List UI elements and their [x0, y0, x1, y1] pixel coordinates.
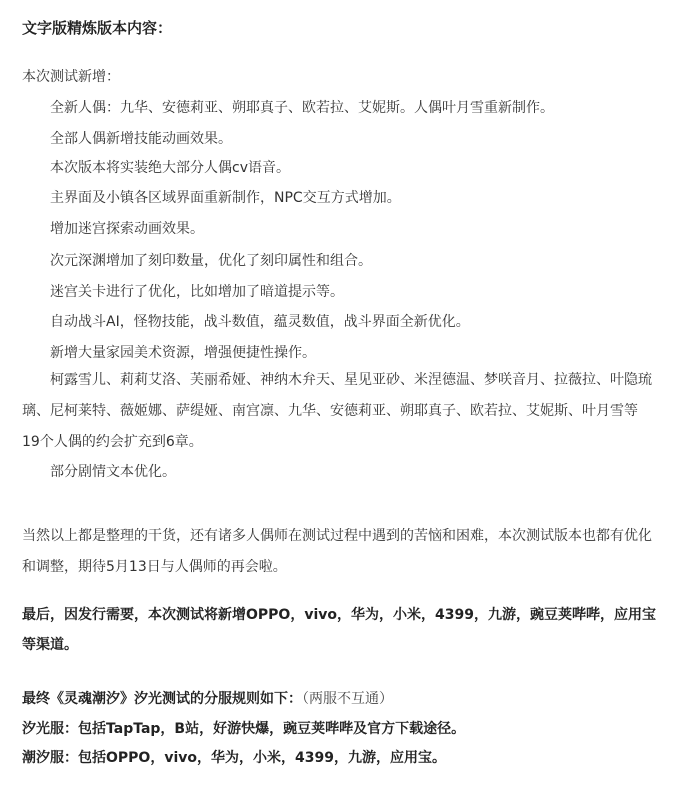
list-item: 新增大量家园美术资源，增强便捷性操作。 [50, 345, 316, 361]
paragraph-summary: 当然以上都是整理的干货，还有诸多人偶师在测试过程中遇到的苦恼和困难，本次测试版本也都有优化和调整，期待5月13日与人偶师的再会啦。 [22, 528, 652, 575]
list-item: 增加迷宫探索动画效果。 [50, 221, 204, 237]
server-rule-chaoxi [22, 747, 662, 769]
list-item-long: 柯露雪儿、莉莉艾洛、芙丽希娅、神纳木弁天、星见亚砂、米涅德温、梦咲音月、拉薇拉、叶隐琉璃、尼柯莱特、薇姬娜、萨缇娅、南宫凛、九华、安德莉亚、朔耶真子、欧若拉、艾妮斯、叶月雪等19个人偶的约会扩充到6章。 [22, 372, 652, 450]
server-rule-xiguang [22, 718, 662, 740]
server-rules-title [22, 688, 662, 710]
article-heading: 文字版精炼版本内容： [22, 19, 173, 37]
list-item: 全新人偶：九华、安德莉亚、朔耶真子、欧若拉、艾妮斯。人偶叶月雪重新制作。 [50, 100, 554, 116]
list-item: 迷宫关卡进行了优化，比如增加了暗道提示等。 [50, 284, 344, 300]
list-item: 部分剧情文本优化。 [50, 464, 176, 480]
rule-xiguang-text: 汐光服：包括TapTap，B站，好游快爆，豌豆荚哔哔及官方下载途径。 [22, 721, 466, 737]
list-item: 全部人偶新增技能动画效果。 [50, 131, 232, 147]
rule-chaoxi-text: 潮汐服：包括OPPO，vivo，华为，小米，4399，九游，应用宝。 [22, 750, 446, 766]
list-item: 主界面及小镇各区域界面重新制作，NPC交互方式增加。 [50, 190, 401, 206]
rules-title-text: 最终《灵魂潮汐》汐光测试的分服规则如下： [22, 691, 302, 707]
list-item: 次元深渊增加了刻印数量，优化了刻印属性和组合。 [50, 253, 372, 269]
section-label: 本次测试新增： [22, 69, 120, 85]
list-item: 自动战斗AI，怪物技能，战斗数值，蕴灵数值，战斗界面全新优化。 [50, 314, 470, 330]
list-item: 本次版本将实装绝大部分人偶cv语音。 [50, 160, 290, 176]
rules-note: （两服不互通） [302, 691, 393, 707]
paragraph-channels: 最后，因发行需要，本次测试将新增OPPO，vivo，华为，小米，4399，九游，豌豆荚哔哔，应用宝等渠道。 [22, 607, 656, 653]
